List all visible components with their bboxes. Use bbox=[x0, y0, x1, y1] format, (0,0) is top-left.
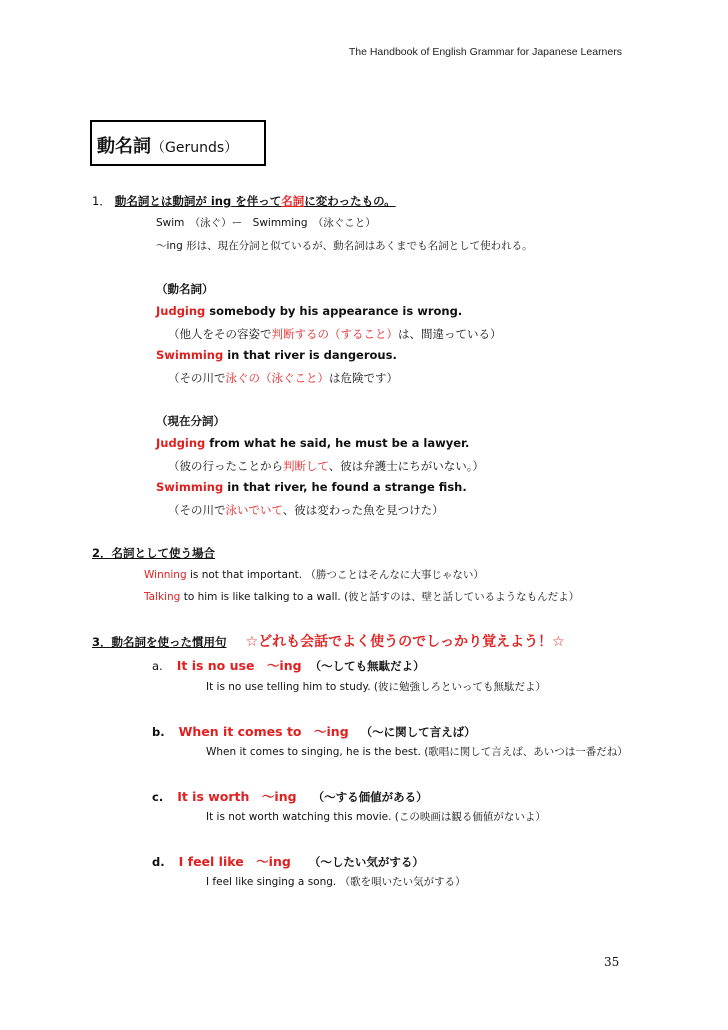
gerund-word: Talking bbox=[144, 591, 181, 603]
gerund-label: （動名詞） bbox=[156, 282, 214, 296]
sentence-rest: to him is like talking to a wall. (彼と話すのは、壁と話しているようなもんだよ） bbox=[180, 591, 580, 603]
translation-part: （その川で bbox=[168, 371, 226, 385]
participle-example-2 bbox=[156, 480, 467, 494]
idiom-c bbox=[152, 787, 428, 805]
definition-part-a: 動名詞とは動詞が bbox=[114, 194, 207, 208]
idiom-c-example: It is not worth watching this movie. (この映画は観る価値がないよ） bbox=[206, 811, 546, 823]
idiom-a bbox=[152, 656, 425, 674]
item-label: c. bbox=[152, 790, 164, 804]
participle-label: （現在分詞） bbox=[156, 414, 225, 428]
idiom-d bbox=[152, 852, 424, 870]
noun-example-2 bbox=[144, 589, 579, 604]
translation-part: 、彼は変わった魚を見つけた） bbox=[282, 503, 444, 517]
translation-part: は危険です） bbox=[329, 371, 398, 385]
gerund-word: Winning bbox=[144, 569, 187, 581]
translation-part: 、彼は弁護士にちがいない。） bbox=[328, 459, 485, 473]
definition-noun: 名詞 bbox=[281, 194, 305, 208]
translation-highlight: 泳いでいて bbox=[225, 503, 283, 517]
idiom-b-example: When it comes to singing, he is the best. (歌唱に関して言えば、あいつは一番だね） bbox=[206, 746, 628, 758]
idiom-meaning: （～する価値がある） bbox=[312, 790, 428, 804]
swim-example: Swim （泳ぐ）ー Swimming （泳ぐこと） bbox=[156, 217, 376, 229]
running-header: The Handbook of English Grammar for Japanese Learners bbox=[348, 46, 622, 58]
gerund-word: Judging bbox=[156, 304, 206, 318]
sentence-rest: from what he said, he must be a lawyer. bbox=[205, 436, 470, 450]
translation-highlight: 判断するの（すること） bbox=[271, 327, 398, 341]
section-2-heading: 2．名詞として使う場合 bbox=[92, 546, 216, 560]
idiom-phrase: It is no use ～ing bbox=[176, 658, 302, 673]
idiom-phrase: It is worth ～ing bbox=[177, 789, 297, 804]
gerund-translation-2 bbox=[168, 370, 398, 386]
idiom-b bbox=[152, 722, 476, 740]
idiom-meaning: （～に関して言えば） bbox=[360, 725, 476, 739]
sentence-rest: somebody by his appearance is wrong. bbox=[205, 304, 463, 318]
participle-translation-2 bbox=[168, 502, 444, 518]
participle-translation-1 bbox=[168, 458, 484, 474]
sentence-rest: in that river, he found a strange fish. bbox=[223, 480, 467, 494]
participle-word: Judging bbox=[156, 436, 206, 450]
item-label: d. bbox=[152, 855, 165, 869]
page-title bbox=[97, 132, 238, 158]
gerund-example-1 bbox=[156, 304, 462, 318]
participle-word: Swimming bbox=[156, 480, 224, 494]
idiom-meaning: （～しても無駄だよ） bbox=[309, 659, 425, 673]
translation-highlight: 判断して bbox=[283, 459, 329, 473]
sentence-rest: in that river is dangerous. bbox=[223, 348, 397, 362]
star-note: ☆どれも会話でよく使うのでしっかり覚えよう！☆ bbox=[245, 634, 565, 650]
translation-part: は、間違っている） bbox=[398, 327, 502, 341]
section-1-definition bbox=[92, 193, 396, 209]
idiom-phrase: When it comes to ～ing bbox=[178, 724, 349, 739]
translation-part: （他人をその容姿で bbox=[168, 327, 272, 341]
title-en: （Gerunds） bbox=[151, 140, 239, 156]
section-3-header-row bbox=[92, 631, 565, 651]
section-1-number: 1． bbox=[92, 194, 111, 208]
ing-note: ～ing 形は、現在分詞と似ているが、動名詞はあくまでも名詞として使われる。 bbox=[156, 240, 533, 252]
definition-part-c: に変わったもの。 bbox=[304, 194, 396, 208]
gerund-translation-1 bbox=[168, 326, 502, 342]
definition-ing: ing bbox=[210, 194, 232, 208]
idiom-phrase: I feel like ～ing bbox=[178, 854, 291, 869]
gerund-word: Swimming bbox=[156, 348, 224, 362]
translation-highlight: 泳ぐの（泳ぐこと） bbox=[225, 371, 329, 385]
sentence-rest: is not that important. （勝つことはそんなに大事じゃない） bbox=[186, 569, 484, 581]
title-jp: 動名詞 bbox=[97, 136, 151, 157]
definition-part-b: を伴って bbox=[235, 194, 282, 208]
idiom-a-example: It is no use telling him to study. (彼に勉強しろといっても無駄だよ） bbox=[206, 681, 547, 693]
idiom-d-example: I feel like singing a song. （歌を唄いたい気がする） bbox=[206, 876, 466, 888]
noun-example-1 bbox=[144, 567, 484, 582]
section-3-heading: 3．動名詞を使った慣用句 bbox=[92, 635, 227, 649]
page-number: 35 bbox=[604, 955, 620, 969]
gerund-example-2 bbox=[156, 348, 397, 362]
translation-part: （その川で bbox=[168, 503, 226, 517]
participle-example-1 bbox=[156, 436, 469, 450]
translation-part: （彼の行ったことから bbox=[168, 459, 283, 473]
item-label: b. bbox=[152, 725, 165, 739]
item-label: a. bbox=[152, 659, 163, 673]
idiom-meaning: （～したい気がする） bbox=[308, 855, 424, 869]
